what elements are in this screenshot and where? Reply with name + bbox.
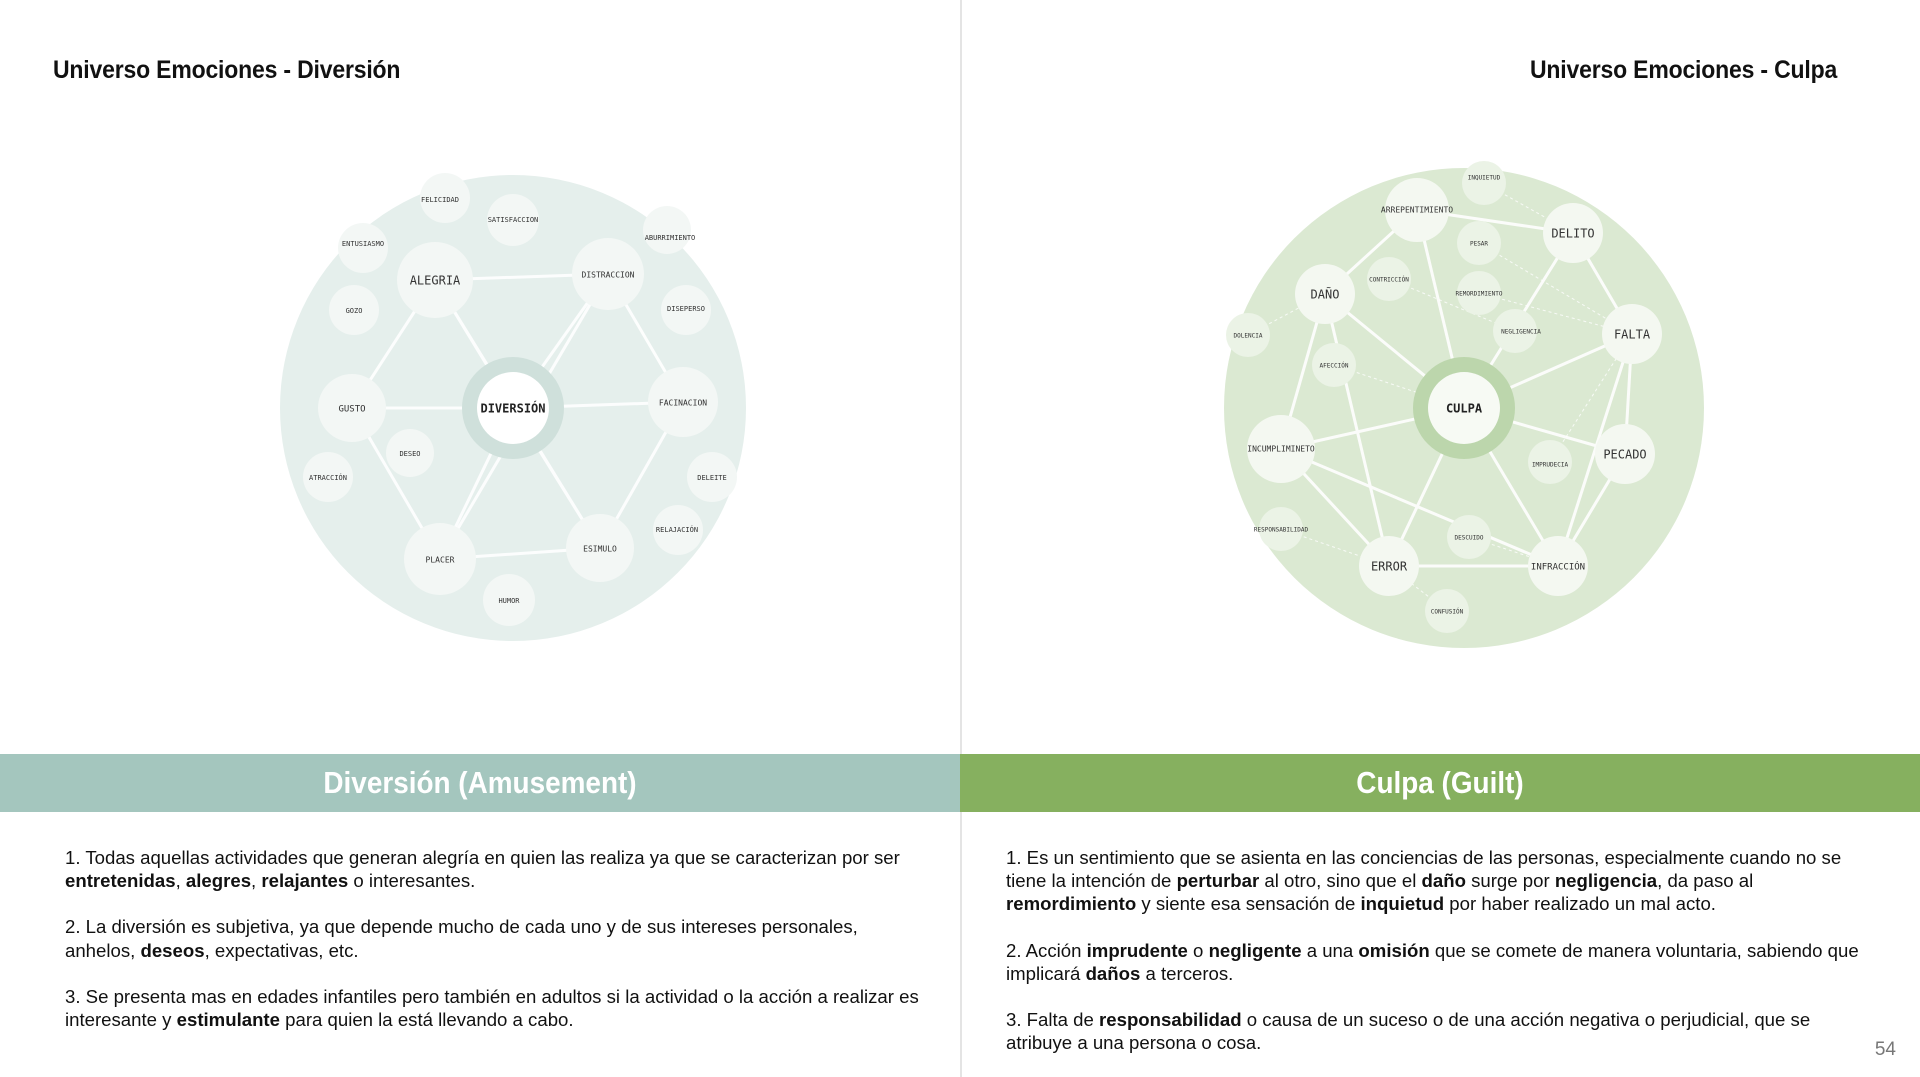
node-label: ARREPENTIMIENTO bbox=[1380, 205, 1454, 215]
culpa-center-label: CULPA bbox=[1445, 401, 1483, 416]
node-label: DISTRACCION bbox=[581, 270, 635, 280]
node-label: DAÑO bbox=[1310, 287, 1340, 302]
node-label: ENTUSIASMO bbox=[341, 240, 385, 248]
node-label: ABURRIMIENTO bbox=[644, 234, 696, 242]
node-label: ALEGRIA bbox=[409, 273, 461, 288]
node-label: REMORDIMIENTO bbox=[1455, 290, 1503, 298]
diversion-center-label: DIVERSIÓN bbox=[480, 401, 546, 416]
culpa-header-label: Culpa (Guilt) bbox=[1356, 765, 1524, 800]
diversion-diagram bbox=[270, 170, 760, 650]
culpa-diagram bbox=[1215, 160, 1715, 655]
diversion-header-bar bbox=[0, 754, 960, 812]
page-divider bbox=[960, 0, 962, 1077]
node-label: ATRACCIÓN bbox=[309, 474, 347, 482]
node-label: GOZO bbox=[345, 307, 363, 315]
node-label: DELEITE bbox=[697, 474, 727, 482]
node-label: DELITO bbox=[1551, 226, 1595, 241]
node-label: DESEO bbox=[399, 450, 421, 458]
node-label: FELICIDAD bbox=[421, 196, 459, 204]
node-label: PECADO bbox=[1603, 447, 1647, 462]
node-label: CONFUSIÓN bbox=[1430, 608, 1464, 616]
node-label: FACINACION bbox=[658, 398, 708, 408]
node-label: GUSTO bbox=[338, 404, 366, 415]
node-label: ERROR bbox=[1370, 559, 1408, 574]
left-title: Universo Emociones - Diversión bbox=[53, 56, 401, 84]
description-paragraph: 2. La diversión es subjetiva, ya que depende mucho de cada uno y de sus intereses personales, anhelos, deseos, expectativas, etc. bbox=[65, 916, 858, 961]
page-number: 54 bbox=[1874, 1039, 1896, 1060]
diversion-header-label: Diversión (Amusement) bbox=[323, 765, 637, 800]
description-paragraph: 3. Falta de responsabilidad o causa de un suceso o de una acción negativa o perjudicial, que se atribuye a una persona o cosa. bbox=[1006, 1009, 1811, 1054]
node-label: CONTRICCIÓN bbox=[1369, 276, 1409, 284]
right-title: Universo Emociones - Culpa bbox=[1530, 56, 1838, 84]
node-label: FALTA bbox=[1613, 327, 1651, 342]
description-paragraph: 1. Es un sentimiento que se asienta en las conciencias de las personas, especialmente cuando no se tiene la intención de perturbar al otro, sino que el daño surge por negligencia, da paso al remordimiento y siente esa sensación de inquietud por haber realizado un mal acto. bbox=[1006, 847, 1842, 915]
description-paragraph: 2. Acción imprudente o negligente a una omisión que se comete de manera voluntaria, sabiendo que implicará daños a terceros. bbox=[1006, 939, 1859, 984]
node-label: INQUIETUD bbox=[1467, 174, 1501, 182]
node-label: INFRACCIÓN bbox=[1530, 562, 1586, 573]
node-label: DOLENCIA bbox=[1233, 332, 1263, 340]
node-label: HUMOR bbox=[498, 597, 520, 605]
node-label: PLACER bbox=[425, 555, 455, 565]
node-label: SATISFACCION bbox=[487, 216, 539, 224]
diversion-description bbox=[65, 846, 925, 1054]
description-paragraph: 1. Todas aquellas actividades que generan alegría en quien las realiza ya que se caracterizan por ser entretenidas, alegres, relajantes o interesantes. bbox=[65, 847, 900, 892]
node-label: NEGLIGENCIA bbox=[1501, 328, 1541, 336]
culpa-description bbox=[1006, 846, 1876, 1077]
node-label: DISEPERSO bbox=[667, 305, 705, 313]
node-label: IMPRUDECIA bbox=[1531, 461, 1569, 469]
node-label: RESPONSABILIDAD bbox=[1253, 526, 1309, 534]
node-label: ESIMULO bbox=[583, 544, 617, 554]
culpa-header-bar bbox=[960, 754, 1920, 812]
node-label: RELAJACIÓN bbox=[655, 526, 699, 534]
node-label: AFECCIÓN bbox=[1319, 362, 1349, 370]
node-label: INCUMPLIMINETO bbox=[1247, 444, 1315, 454]
node-label: PESAR bbox=[1469, 240, 1489, 248]
node-label: DESCUIDO bbox=[1454, 534, 1484, 542]
description-paragraph: 3. Se presenta mas en edades infantiles pero también en adultos si la actividad o la acción a realizar es interesante y estimulante para quien la está llevando a cabo. bbox=[65, 985, 919, 1031]
